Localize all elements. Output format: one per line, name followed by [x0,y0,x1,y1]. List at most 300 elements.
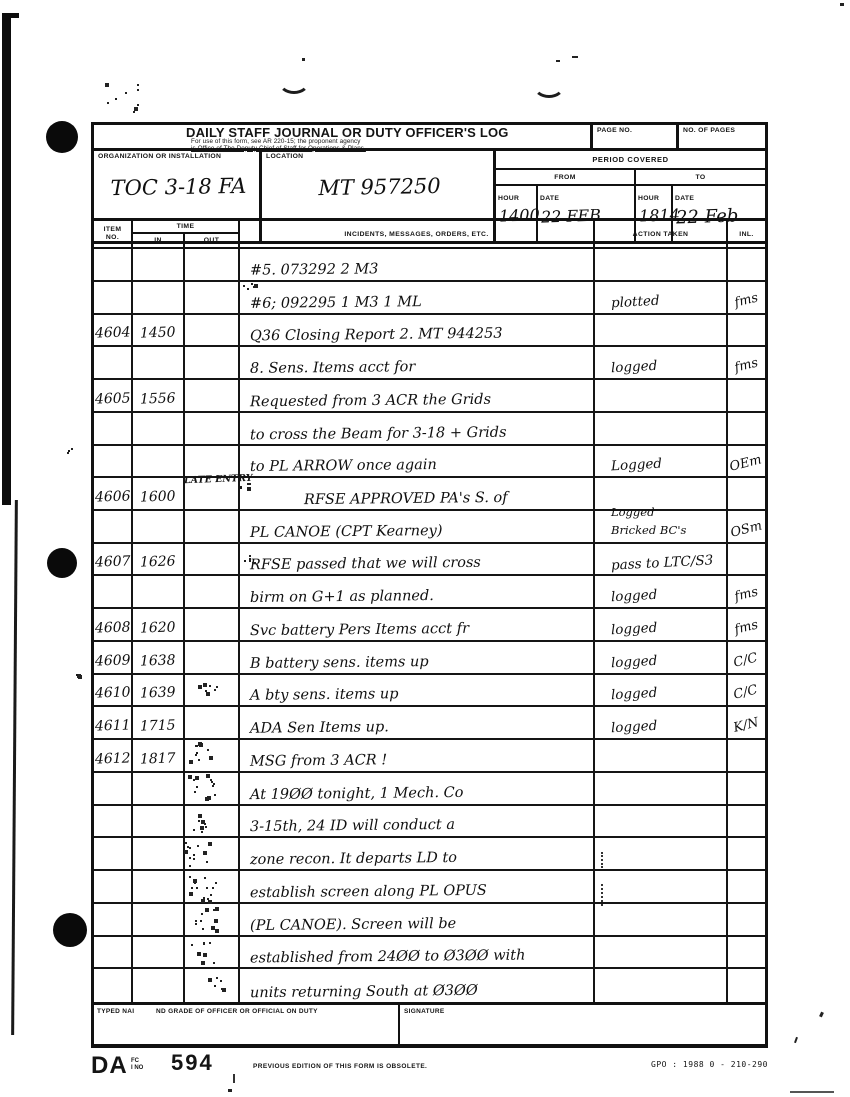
time-in-cell [133,642,185,673]
obsolete-note: PREVIOUS EDITION OF THIS FORM IS OBSOLETE. [253,1063,428,1070]
time-in-label: IN [133,234,185,247]
hour-label: HOUR [638,195,660,202]
scan-edge-artifact [2,15,11,505]
time-out-cell [185,347,240,378]
form-header [91,122,768,151]
time-in-cell [133,576,185,607]
scan-edge-artifact [2,13,19,18]
to-hour-value: 1814 [638,205,681,226]
initials-cell [728,347,765,378]
initials-cell [728,380,765,411]
initials-cell [728,773,765,804]
hole-punch-mark [47,548,77,578]
incident-text: #5. 073292 2 M3 [249,261,379,279]
log-row [94,871,765,904]
log-row [94,609,765,642]
da-form-small-text [131,1058,143,1072]
hole-punch-mark [53,913,87,947]
action-taken-value: logged [610,619,658,639]
time-out-cell [185,806,240,837]
incident-text: RFSE APPROVED PA's S. of [303,489,508,509]
time-in-value: 1450 [139,324,177,342]
incident-text: PL CANOE (CPT Kearney) [249,522,443,541]
action-line1: Logged [611,504,655,519]
incident-cell [240,871,595,902]
initials-value: OSm [728,518,764,541]
from-hour-value: 1400 [498,205,541,226]
scan-mark [819,1012,824,1018]
initials-cell [728,904,765,935]
location-value: MT 957250 [318,173,441,201]
hole-punch-mark [46,121,78,153]
page-no-box [590,125,676,148]
initials-cell [728,642,765,673]
log-row [94,413,765,446]
time-in-cell [133,282,185,313]
time-in-cell [133,675,185,706]
incident-cell [240,249,595,280]
time-in-value: 1715 [139,717,177,735]
scan-smudge [76,674,78,676]
time-in-cell [133,315,185,346]
incident-cell [240,380,595,411]
incident-text: A bty sens. items up [249,686,399,705]
action-taken-value: plotted [610,292,660,311]
form-subtitle-2: is Office of The Deputy Chief of Staff for Operations & Plans. [191,144,366,152]
item-no-cell [94,380,133,411]
incident-cell [240,937,595,968]
action-taken-cell [595,347,728,378]
action-taken-cell [595,642,728,673]
action-taken-cell [595,380,728,411]
time-in-cell [133,446,185,477]
late-entry-note: LATE ENTRY [183,473,253,487]
action-taken-cell [595,937,728,968]
time-in-cell [133,937,185,968]
incident-text: units returning South at Ø3ØØ [249,982,478,1002]
da-small-line2: I NO [131,1065,144,1071]
log-row [94,544,765,577]
initials-cell [728,707,765,738]
scan-smudge [198,820,200,822]
title-block [94,125,590,152]
item-no-cell [94,576,133,607]
item-no-cell [94,478,133,509]
incident-cell [240,707,595,738]
log-row [94,576,765,609]
incident-text: zone recon. It departs LD to [249,849,458,869]
time-in-value: 1817 [139,750,177,768]
da-prefix: DA [91,1052,128,1079]
initials-value: C/C [732,682,760,704]
item-no-label: NO. [105,234,120,242]
scan-smudge [115,98,117,100]
time-out-cell [185,511,240,542]
item-no-value: 4612 [94,750,131,768]
time-out-cell [185,642,240,673]
log-row [94,347,765,380]
item-no-value: 4610 [94,684,131,703]
action-taken-cell [595,282,728,313]
incident-cell [240,740,595,771]
item-no-cell [94,446,133,477]
time-out-label: OUT [203,237,220,245]
item-no-cell [94,347,133,378]
organization-value: TOC 3-18 FA [110,173,247,201]
item-no-value: 4604 [94,324,131,342]
item-no-cell [94,413,133,444]
time-out-cell [185,576,240,607]
time-in-cell [133,871,185,902]
incident-text: to PL ARROW once again [249,457,437,476]
time-in-out-row [133,234,238,247]
time-in-cell [133,773,185,804]
incident-cell [240,806,595,837]
item-no-cell [94,871,133,902]
action-taken-cell [595,773,728,804]
item-no-cell [94,642,133,673]
item-no-cell [94,282,133,313]
incident-cell [183,473,595,509]
initials-cell [728,675,765,706]
time-out-cell [185,707,240,738]
incident-text: (PL CANOE). Screen will be [249,915,457,934]
action-taken-value: logged [610,357,658,377]
col-header-initials: INL. [739,230,754,238]
log-row [94,504,765,544]
scan-smudge [247,288,249,290]
action-taken-cell [595,871,728,902]
action-taken-cell [595,544,728,575]
incident-text: At 19ØØ tonight, 1 Mech. Co [249,784,464,803]
scan-mark [790,1091,834,1093]
incident-cell [240,904,595,935]
action-taken-value: Logged [610,455,663,475]
col-header-incidents: INCIDENTS, MESSAGES, ORDERS, ETC. [240,221,595,247]
initials-cell [728,446,765,477]
incident-cell [240,609,595,640]
time-label: TIME [133,221,238,234]
incident-text: Svc battery Pers Items acct fr [249,620,470,640]
incident-text: #6; 092295 1 M3 1 ML [249,293,422,312]
item-no-label: ITEM [103,226,122,234]
time-in-cell [133,838,185,869]
time-out-cell [185,740,240,771]
incident-text: 3-15th, 24 ID will conduct a [249,817,456,836]
time-in-value: 1638 [139,652,177,670]
hour-label: HOUR [498,195,520,202]
time-in-value: 1556 [139,390,177,408]
time-in-cell [133,511,185,542]
initials-cell [728,937,765,968]
item-no-cell [94,315,133,346]
item-no-cell [94,773,133,804]
item-no-value: 4605 [94,390,131,408]
item-no-cell [94,838,133,869]
gpo-print-note: GPO : 1988 0 - 210-290 [651,1060,768,1069]
form-subtitle-1: For use of this form, see AR 220-15; the proponent agency [191,138,361,145]
action-taken-cell [595,740,728,771]
log-row [94,315,765,348]
incident-cell [240,347,595,378]
incident-cell [240,969,595,1002]
time-out-cell [185,249,240,280]
action-taken-cell [595,806,728,837]
scan-smudge [196,752,198,754]
page-no-label: PAGE NO. [597,127,633,134]
initials-cell [728,511,765,542]
log-table-header [94,221,765,249]
time-out-cell [185,315,240,346]
item-no-cell [94,740,133,771]
signature-divider [398,1005,400,1044]
scan-mark [302,58,305,61]
item-no-cell [94,249,133,280]
form-title: DAILY STAFF JOURNAL OR DUTY OFFICER'S LOG [186,125,509,140]
item-no-cell [94,544,133,575]
initials-cell [728,969,765,1002]
log-row [94,707,765,740]
action-taken-cell [595,504,728,542]
initials-cell [728,838,765,869]
scan-smudge [193,854,195,856]
initials-cell [728,478,765,509]
item-no-value: 4608 [94,619,131,637]
time-in-cell [133,904,185,935]
time-in-cell [133,347,185,378]
log-table [91,218,768,1005]
initials-value: fms [732,584,760,605]
action-taken-cell [595,675,728,706]
item-no-cell [94,806,133,837]
from-date-value: 22 FEB [540,205,602,227]
initials-cell [728,609,765,640]
log-row [94,904,765,937]
time-in-cell [133,707,185,738]
action-taken-cell [595,576,728,607]
time-in-value: 1620 [139,619,177,637]
time-out-cell [185,609,240,640]
col-header-time [133,221,240,247]
incident-text: B battery sens. items up [249,653,429,672]
item-no-value: 4609 [94,652,131,670]
incident-text: establish screen along PL OPUS [249,882,487,902]
col-header-item-no [94,221,133,247]
scan-smudge [205,690,207,692]
incident-cell [240,282,595,313]
item-no-value: 4607 [94,553,131,572]
item-no-cell [94,969,133,1002]
incident-cell [240,315,595,346]
incident-cell [240,446,595,477]
initials-cell [728,413,765,444]
incident-text: Q36 Closing Report 2. MT 944253 [249,325,503,345]
incident-text: birm on G+1 as planned. [249,588,434,607]
log-row [94,249,765,282]
initials-cell [728,544,765,575]
scan-mark [533,72,565,98]
log-row [94,740,765,773]
log-row [94,675,765,708]
incident-cell [240,413,595,444]
log-rows [94,249,765,1002]
action-taken-cell [595,446,728,477]
scan-mark [840,3,844,6]
initials-value: fms [732,617,760,638]
no-of-pages-label: NO. OF PAGES [683,127,736,134]
time-out-cell [185,675,240,706]
incident-text: ADA Sen Items up. [249,719,389,737]
item-no-cell [94,937,133,968]
signature-block [91,1005,768,1048]
time-in-cell [133,478,185,509]
from-label: FROM [496,170,636,184]
action-taken-cell [595,904,728,935]
action-taken-cell [595,413,728,444]
date-label: DATE [540,195,560,202]
scan-mark [794,1037,798,1043]
scan-smudge [240,487,242,489]
action-taken-value [611,503,686,539]
action-taken-value: pass to LTC/S3 [610,552,714,575]
incident-cell [240,642,595,673]
initials-cell [728,871,765,902]
time-in-cell [133,249,185,280]
time-in-cell [133,740,185,771]
incident-cell [240,544,595,575]
log-row [94,806,765,839]
item-no-cell [94,707,133,738]
time-in-cell [133,544,185,575]
time-out-cell [185,413,240,444]
date-label: DATE [675,195,695,202]
item-no-cell [94,675,133,706]
time-out-cell [185,380,240,411]
initials-cell [728,806,765,837]
incident-cell [240,675,595,706]
log-row [94,773,765,806]
period-from-to-row [496,170,765,186]
incident-text: Requested from 3 ACR the Grids [249,391,492,411]
initials-value: K/N [731,715,761,737]
scan-mark [572,56,578,58]
time-in-cell [133,969,185,1002]
scan-smudge [196,887,198,889]
item-no-cell [94,511,133,542]
action-taken-cell [595,707,728,738]
location-label: LOCATION [266,153,304,160]
log-row [94,642,765,675]
initials-value: C/C [732,650,760,671]
action-taken-value: logged [610,717,658,737]
incident-cell [240,838,595,869]
initials-value: fms [732,289,760,311]
typed-name-label-continued: ND GRADE OF OFFICER OR OFFICIAL ON DUTY [156,1008,318,1015]
incident-text: RFSE passed that we will cross [249,555,481,574]
time-out-cell [185,282,240,313]
initials-cell [728,315,765,346]
incident-text: to cross the Beam for 3-18 + Grids [249,424,507,443]
no-of-pages-box [676,125,765,148]
initials-value: fms [732,355,760,376]
time-out-cell [185,773,240,804]
action-taken-cell [595,249,728,280]
initials-cell [728,249,765,280]
initials-cell [728,576,765,607]
item-no-value: 4606 [94,488,131,506]
scan-smudge [200,920,202,922]
form-number: 594 [171,1050,214,1075]
initials-cell [728,740,765,771]
col-header-action-taken: ACTION TAKEN [595,221,728,247]
action-taken-cell [595,838,728,869]
time-out-cell [185,969,240,1002]
time-in-value: 1626 [139,553,177,572]
item-no-cell [94,609,133,640]
incident-text: established from 24ØØ to Ø3ØØ with [249,947,526,967]
scan-smudge [68,450,70,452]
item-no-cell [94,904,133,935]
incident-cell [240,511,595,542]
initials-cell [728,282,765,313]
scan-smudge [196,786,198,788]
time-out-cell [185,937,240,968]
time-in-cell [133,413,185,444]
log-row [94,446,765,479]
action-taken-cell [595,969,728,1002]
organization-label: ORGANIZATION OR INSTALLATION [98,153,222,160]
log-row [94,282,765,315]
scan-smudge [244,560,246,562]
action-line2: Bricked BC's [611,522,687,537]
signature-label: SIGNATURE [404,1008,445,1015]
action-taken-cell [595,315,728,346]
to-date-value: 22 Feb [675,205,739,229]
log-row [94,380,765,413]
time-out-cell [185,871,240,902]
to-label: TO [695,173,706,181]
action-taken-cell [595,609,728,640]
time-in-cell [133,380,185,411]
incident-text: MSG from 3 ACR ! [249,752,388,770]
time-in-value: 1600 [139,488,177,506]
scan-smudge [214,985,216,987]
log-row [94,969,765,1002]
time-in-value: 1639 [139,684,177,703]
scan-smudge [198,952,200,954]
period-covered-label: PERIOD COVERED [496,151,765,170]
form-number-line [91,1052,768,1092]
time-out-cell [185,446,240,477]
time-in-cell [133,609,185,640]
initials-value: OEm [728,452,764,476]
typed-name-label: TYPED NAI [97,1008,135,1015]
scan-mark [556,60,560,62]
action-taken-value: logged [610,586,658,606]
scan-edge-artifact [11,500,18,1035]
item-no-value: 4611 [94,717,131,735]
time-out-cell [185,544,240,575]
log-row [94,937,765,970]
incident-text: 8. Sens. Items acct for [249,359,416,377]
scan-mark [278,68,310,94]
incident-cell [240,576,595,607]
incident-cell [240,773,595,804]
time-out-cell [185,904,240,935]
action-taken-value: logged [610,652,658,671]
action-taken-value: logged [610,685,658,704]
da-small-line1: FC [131,1058,139,1064]
